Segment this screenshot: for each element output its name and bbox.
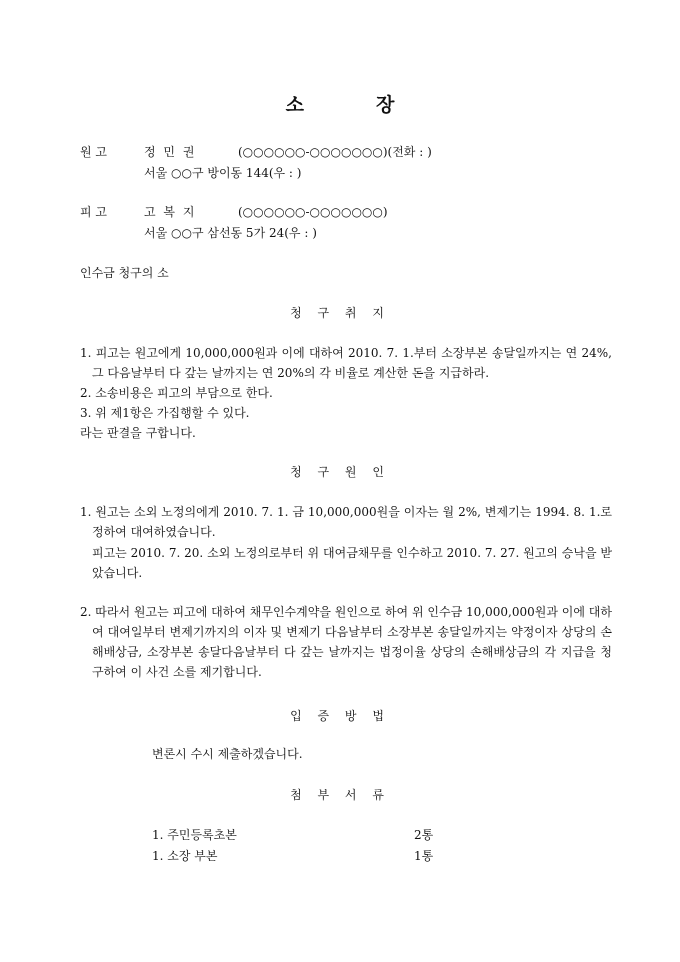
plaintiff-role: 원 고	[80, 145, 107, 159]
claim-cause-item-1b: 피고는 2010. 7. 20. 소외 노정의로부터 위 대여금채무를 인수하고 2010. 7. 27. 원고의 승낙을 받았습니다.	[92, 546, 612, 580]
plaintiff-id: (○○○○○○-○○○○○○○)(전화 : )	[238, 145, 432, 159]
defendant-id: (○○○○○○-○○○○○○○)	[238, 205, 388, 219]
defendant-address: 서울 ○○구 삼선동 5가 24(우 : )	[144, 226, 317, 240]
claim-purpose-item-3: 3. 위 제1항은 가집행할 수 있다.	[80, 406, 250, 420]
document-title	[0, 92, 680, 118]
plaintiff-address: 서울 ○○구 방이동 144(우 : )	[144, 166, 302, 180]
case-name: 인수금 청구의 소	[80, 266, 169, 280]
claim-purpose-item-2: 2. 소송비용은 피고의 부담으로 한다.	[80, 386, 273, 400]
section-heading-claim-cause: 청 구 원 인	[290, 465, 390, 479]
attachment-name: 1. 주민등록초본	[152, 828, 237, 842]
claim-cause-item-1a: 1. 원고는 소외 노정의에게 2010. 7. 1. 금 10,000,000원을 이자는 월 2%, 변제기는 1994. 8. 1.로 정하여 대여하였습니다.	[80, 505, 612, 539]
defendant-role: 피 고	[80, 205, 107, 219]
attachment-count: 1통	[414, 849, 434, 863]
evidence-text: 변론시 수시 제출하겠습니다.	[152, 747, 303, 761]
claim-purpose-closing: 라는 판결을 구합니다.	[80, 426, 196, 440]
title-right-char: 장	[376, 94, 395, 116]
defendant-name: 고 복 지	[144, 205, 197, 219]
title-left-char: 소	[285, 94, 304, 116]
section-heading-attachments: 첨 부 서 류	[290, 788, 390, 802]
claim-purpose-item-1: 1. 피고는 원고에게 10,000,000원과 이에 대하여 2010. 7. 1.부터 소장부본 송달일까지는 연 24%, 그 다음날부터 다 갚는 날까지는 연 20%의 각 비율로 계산한 돈을 지급하라.	[80, 346, 612, 380]
plaintiff-name: 정 민 권	[144, 145, 197, 159]
section-heading-claim-purpose: 청 구 취 지	[290, 306, 390, 320]
attachment-name: 1. 소장 부본	[152, 849, 218, 863]
section-heading-evidence: 입 증 방 법	[290, 709, 390, 723]
attachment-count: 2통	[414, 828, 434, 842]
claim-cause-item-2: 2. 따라서 원고는 피고에 대하여 채무인수계약을 원인으로 하여 위 인수금 10,000,000원과 이에 대하여 대여일부터 변제기까지의 이자 및 변제기 다음날부터 소장부본 송달일까지는 약정이자 상당의 손해배상금, 소장부본 송달다음날부터 다 갚는 날까지는 법정이율 상당의 손해배상금의 각 지급을 청구하여 이 사건 소를 제기합니다.	[80, 605, 612, 679]
